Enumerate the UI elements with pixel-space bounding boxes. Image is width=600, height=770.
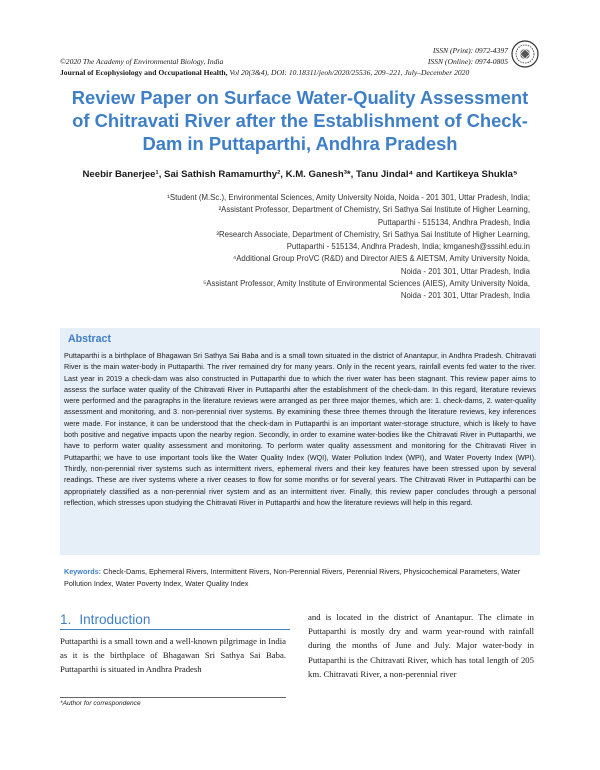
affiliations xyxy=(90,192,530,303)
affiliation-line: Noida - 201 301, Uttar Pradesh, India xyxy=(400,266,530,276)
correspondence-footnote: *Author for correspondence xyxy=(60,700,141,707)
affiliation-line: ¹Student (M.Sc.), Environmental Sciences, Amity University Noida, Noida - 201 301, Uttar Pradesh, India; xyxy=(167,193,530,202)
journal-citation xyxy=(60,67,469,78)
affiliation-line: Puttaparthi - 515134, Andhra Pradesh, India xyxy=(377,217,530,227)
affiliation-line: Noida - 201 301, Uttar Pradesh, India xyxy=(400,291,530,301)
academy-seal-icon xyxy=(511,40,539,68)
section-number: 1. xyxy=(60,612,72,627)
affiliation-line: ²Assistant Professor, Department of Chemistry, Sri Sathya Sai Institute of Higher Learning, xyxy=(218,205,530,215)
journal-header xyxy=(60,56,469,78)
journal-name: Journal of Ecophysiology and Occupational Health, xyxy=(60,68,228,77)
section-divider xyxy=(60,629,290,630)
abstract-text: Puttaparthi is a birthplace of Bhagawan Sri Sathya Sai Baba and is a small town situated in the district of Anantapur, in Andhra Pradesh. Chitravati River is the main water-body in Puttaparthi. The river remained dry for many years. Only in the recent years, rainfall events fed water to the river. Last year in 2019 a check-dam was also constructed in Puttaparthi due to which the river water has been stagnant. This review paper aims to assess the surface water quality of the Chitravati River in Puttaparthi after the establishment of the check-dam. In this regard, literature reviews were performed and the paragraphs in the literature reviews were arranged as per three major themes, which are: 1. check-dams, 2. water-quality assessment and monitoring, and 3. non-perennial river systems. By examining these three themes through the literature reviews, key inferences were made. For instance, it can be understood that the check-dam in Puttaparthi is an important water-storage structure, which is likely to have both positive and negative impacts upon the nearby region. Secondly, in order to examine water-bodies like the Chitravati River in Puttaparthi, we have to perform water quality assessment and monitoring. To perform water quality assessment and monitoring for the Chitravati River in Puttaparthi; we have to use important tools like the Water Quality Index (WQI), Water Pollution Index (WPI), and Water Poverty Index (WPI). Thirdly, non-perennial river systems such as intermittent rivers, ephemeral rivers and their key features have been stressed upon by several readings. These are river systems where a river ceases to flow for some months or for several years. The Chitravati River in Puttaparthi can be appropriately classified as a non-perennial river system and as an intermittent river. Finally, this review paper concludes through a personal reflection, which stresses upon studying the Chitravati River in Puttaparthi and how the literature reviews will help in this regard. xyxy=(64,351,536,507)
paper-title xyxy=(55,86,545,155)
section-title: Introduction xyxy=(79,612,151,627)
affiliation-line: ⁴Additional Group ProVC (R&D) and Director AIES & AIETSM, Amity University Noida, xyxy=(232,254,530,264)
journal-details: Vol 20(3&4), DOI: 10.18311/jeoh/2020/25536, 209–221, July–December 2020 xyxy=(227,68,470,77)
intro-column-left: Puttaparthi is a small town and a well-known pilgrimage in India as it is the birthplace of Bhagawan Sri Sathya Sai Baba. Puttaparthi is situated in Andhra Pradesh xyxy=(60,636,286,674)
intro-column-right: and is located in the district of Anantapur. The climate in Puttaparthi is mostly dry and warm year-round with rainfall during the months of June and July. Major water-body in Puttaparthi is the Chitravati River, which has total length of 205 km. Chitravati River, a non-perennial river xyxy=(308,612,534,679)
affiliation-line: Puttaparthi - 515134, Andhra Pradesh, India; kmganesh@sssihl.edu.in xyxy=(286,242,530,252)
section-heading-introduction xyxy=(60,612,150,627)
title-line: Dam in Puttaparthi, Andhra Pradesh xyxy=(142,133,458,154)
affiliation-line: ⁵Assistant Professor, Amity Institute of Environmental Sciences (AIES), Amity University Noida, xyxy=(203,279,530,289)
title-line: of Chitravati River after the Establishment of Check- xyxy=(72,110,528,131)
copyright-line: ©2020 The Academy of Environmental Biology, India xyxy=(60,57,224,66)
keywords-label: Keywords: xyxy=(64,567,102,576)
keywords-text: Check-Dams, Ephemeral Rivers, Intermittent Rivers, Non-Perennial Rivers, Perennial Rivers, Physicochemical Parameters, Water Pollution Index, Water Poverty Index, Water Quality Index xyxy=(64,567,521,588)
abstract-heading: Abstract xyxy=(68,333,111,345)
title-line: Review Paper on Surface Water-Quality Assessment xyxy=(71,87,529,108)
keywords xyxy=(64,566,536,589)
issn-online: ISSN (Online): 0974-0805 xyxy=(427,57,508,66)
issn-block xyxy=(428,45,508,67)
author-list: Neebir Banerjee¹, Sai Sathish Ramamurthy², K.M. Ganesh³*, Tanu Jindal⁴ and Kartikeya Shukla⁵ xyxy=(82,169,518,180)
affiliation-line: ³Research Associate, Department of Chemistry, Sri Sathya Sai Institute of Higher Learning, xyxy=(216,229,530,239)
footnote-divider xyxy=(60,697,286,698)
issn-print: ISSN (Print): 0972-4397 xyxy=(432,46,508,55)
